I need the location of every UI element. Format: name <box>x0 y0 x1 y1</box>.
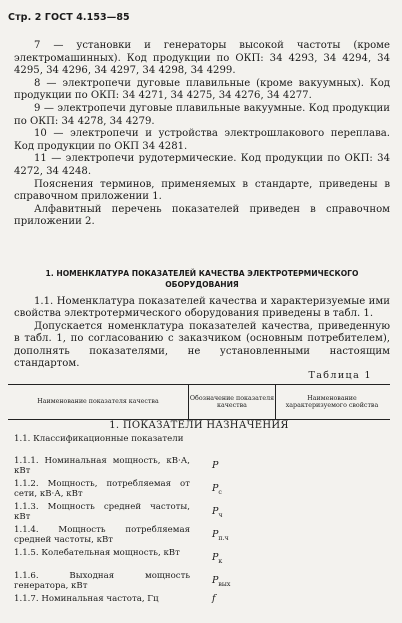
row-name: 1.1.4. Мощность потребляемая средней частоты, кВт <box>14 525 190 545</box>
row-name: 1.1.3. Мощность средней частоты, кВт <box>14 502 190 522</box>
paragraph: 8 — электропечи дуговые плавильные (кроме вакуумных). Код продукции по ОКП: 34 4271, 34 4275, 34 4276, 34 4277. <box>14 77 390 102</box>
paragraph: 7 — установки и генераторы высокой частоты (кроме электромашинных). Код продукции по ОКП: 34 4293, 34 4294, 34 4295, 34 4296, 34 4297, 34 4298, 34 4299. <box>14 40 390 77</box>
paragraph: 1.1. Номенклатура показателей качества и характеризуемые ими свойства электротермического оборудования приведены в табл. 1. <box>14 296 390 320</box>
table-header <box>8 384 390 420</box>
row-symbol: f <box>212 593 216 604</box>
row-symbol: $P_ч$ <box>212 506 223 519</box>
paragraph: 10 — электропечи и устройства электрошлакового переплава. Код продукции по ОКП 34 4281. <box>14 128 390 152</box>
column-header-property: Наименование характеризуемого свойства <box>285 394 379 409</box>
row-name: 1.1. Классификационные показатели <box>14 434 184 444</box>
row-name: 1.1.6. Выходная мощность генератора, кВт <box>14 571 190 591</box>
row-symbol: $P_к$ <box>212 552 223 565</box>
row-name: 1.1.1. Номинальная мощность, кВ·А, кВт <box>14 456 190 476</box>
paragraph: 9 — электропечи дуговые плавильные вакуумные. Код продукции по ОКП: 34 4278, 34 4279. <box>14 102 390 127</box>
paragraph: Алфавитный перечень показателей приведен в справочном приложении 2. <box>14 203 390 228</box>
paragraph: 11 — электропечи рудотермические. Код продукции по ОКП: 34 4272, 34 4248. <box>14 153 390 177</box>
page-header: Стр. 2 ГОСТ 4.153—85 <box>8 12 130 23</box>
intro-text <box>14 40 390 229</box>
row-name: 1.1.2. Мощность, потребляемая от сети, кВ·А, кВт <box>14 479 190 499</box>
column-header-symbol: Обозначение показателя качества <box>188 385 276 419</box>
paragraph: Допускается номенклатура показателей качества, приведенную в табл. 1, по согласованию с заказчиком (основным потребителем), дополнять показателями, не установленными настоящим стандартом. <box>14 320 390 370</box>
paragraph: Пояснения терминов, применяемых в стандарте, приведены в справочном приложении 1. <box>14 178 390 203</box>
row-symbol: $P_с$ <box>212 483 222 496</box>
row-symbol: P <box>212 460 219 471</box>
table-caption: Таблица 1 <box>308 370 372 381</box>
row-name: 1.1.7. Номинальная частота, Гц <box>14 594 159 604</box>
section-text <box>14 296 390 370</box>
row-symbol: $P_{вых}$ <box>212 575 231 588</box>
table-group-title: 1. ПОКАЗАТЕЛИ НАЗНАЧЕНИЯ <box>109 420 289 431</box>
row-symbol: $P_{п.ч}$ <box>212 529 229 542</box>
column-header-name: Наименование показателя качества <box>37 398 159 406</box>
row-name: 1.1.5. Колебательная мощность, кВт <box>14 548 180 558</box>
section-title: 1. НОМЕНКЛАТУРА ПОКАЗАТЕЛЕЙ КАЧЕСТВА ЭЛЕКТРОТЕРМИЧЕСКОГО ОБОРУДОВАНИЯ <box>45 269 359 289</box>
